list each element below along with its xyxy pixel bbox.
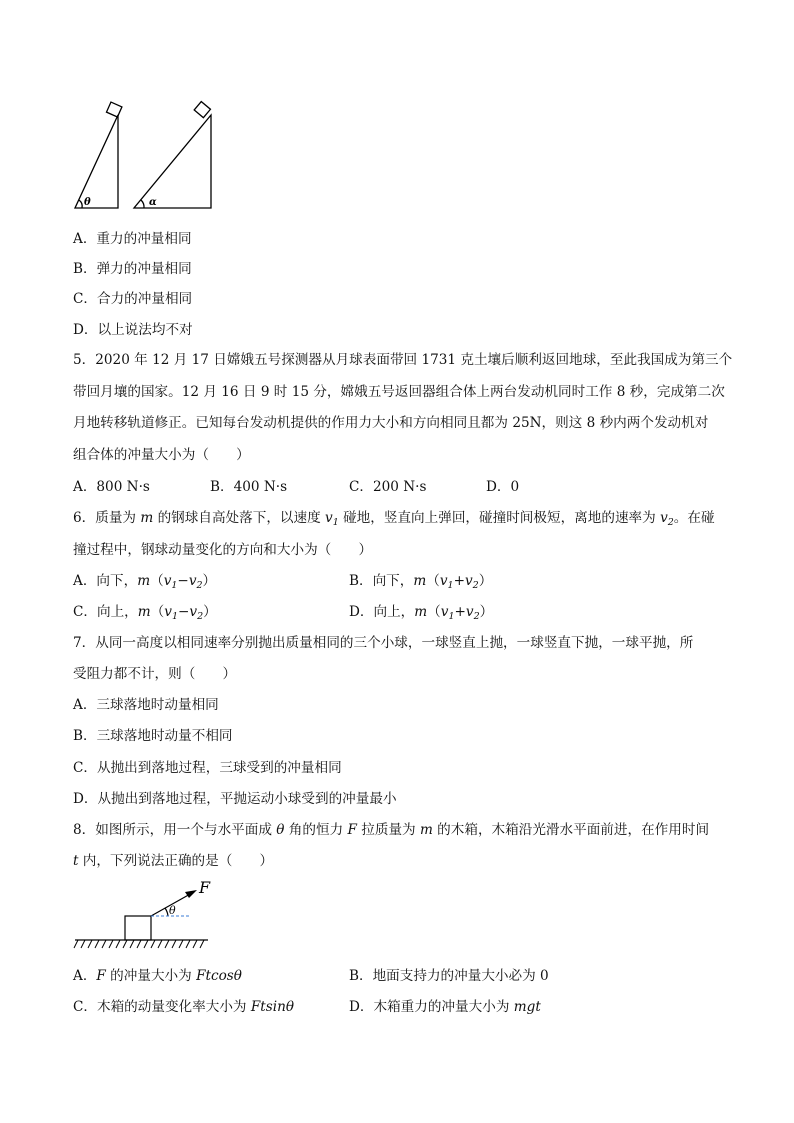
q6-text: 碰地，竖直向上弹回，碰撞时间极短，离地的速率为 — [338, 510, 661, 526]
q6-option-label: B．向下， — [349, 573, 414, 589]
q4-option-a[interactable]: A．重力的冲量相同 — [73, 231, 192, 247]
q7-option-d[interactable]: D．从抛出到落地过程，平抛运动小球受到的冲量最小 — [73, 791, 397, 807]
q8-option-a[interactable] — [73, 967, 242, 985]
q6-var-v: v — [464, 573, 473, 589]
q6-var-m: m — [137, 604, 151, 620]
q6-var-m: m — [413, 573, 427, 589]
q8-var-f: F — [347, 822, 357, 838]
q4-option-c[interactable]: C．合力的冲量相同 — [73, 291, 193, 307]
q8-var-theta: θ — [276, 822, 285, 838]
q8-option-c[interactable] — [73, 998, 294, 1016]
q8-text: 8．如图所示，用一个与水平面成 — [73, 822, 277, 838]
q6-var-v: v — [440, 604, 449, 620]
q6-option-a[interactable] — [73, 572, 216, 595]
q6-stem-line-1 — [73, 509, 715, 532]
q6-sub-2: 2 — [473, 611, 480, 622]
q5-stem-line-2: 带回月壤的国家。12 月 16 日 9 时 15 分，嫦娥五号返回器组合体上两台发动机同时工作 8 秒，完成第二次 — [73, 384, 725, 400]
q8-stem-line-1 — [73, 821, 709, 839]
q6-operator: − — [178, 604, 190, 620]
q6-text: 的钢球自高处落下，以速度 — [153, 510, 326, 526]
q5-stem-line-1: 5．2020 年 12 月 17 日嫦娥五号探测器从月球表面带回 1731 克土壤后顺利返回地球，至此我国成为第三个 — [73, 352, 733, 368]
q8-option-d[interactable] — [349, 998, 541, 1016]
q6-var-v: v — [439, 573, 448, 589]
q6-stem-line-2: 撞过程中，钢球动量变化的方向和大小为（ ） — [73, 542, 373, 558]
q6-text: 。在碰 — [673, 510, 715, 526]
q8-option-label: D．木箱重力的冲量大小为 — [349, 999, 514, 1015]
q6-sub-1: 1 — [448, 611, 455, 622]
q8-stem-line-2 — [73, 852, 273, 870]
q7-option-c[interactable]: C．从抛出到落地过程，三球受到的冲量相同 — [73, 760, 342, 776]
q6-sub-2: 2 — [667, 517, 674, 528]
q8-var-f: F — [96, 968, 106, 984]
q6-option-b[interactable] — [349, 572, 492, 595]
q6-var-m: m — [414, 604, 428, 620]
q6-var-v: v — [163, 573, 172, 589]
q6-var-m: m — [137, 573, 151, 589]
q8-var-m: m — [419, 822, 433, 838]
q6-var-v: v — [660, 510, 668, 526]
q7-stem-line-2: 受阻力都不计，则（ ） — [73, 666, 237, 682]
q8-option-label: A． — [73, 968, 97, 984]
q6-sub-2: 2 — [197, 611, 204, 622]
q8-text: 内，下列说法正确的是（ ） — [78, 853, 274, 869]
q6-paren: （ — [426, 573, 440, 589]
q6-operator: + — [454, 604, 466, 620]
q6-sub-2: 2 — [196, 580, 203, 591]
q8-expr: mgt — [513, 999, 541, 1015]
q6-var-v: v — [189, 604, 198, 620]
q6-sub-1: 1 — [171, 580, 178, 591]
q6-option-d[interactable] — [349, 603, 493, 626]
angle-theta-label: θ — [84, 197, 91, 208]
q8-option-label: C．木箱的动量变化率大小为 — [73, 999, 251, 1015]
q5-option-d[interactable]: D．0 — [486, 479, 520, 495]
angle-alpha-label: α — [149, 197, 157, 208]
q6-option-label: A．向下， — [73, 573, 138, 589]
q6-option-c[interactable] — [73, 603, 217, 626]
q7-option-a[interactable]: A．三球落地时动量相同 — [73, 697, 219, 713]
q8-text: 的木箱，木箱沿光滑水平面前进，在作用时间 — [432, 822, 710, 838]
q8-text: 的冲量大小为 — [105, 968, 197, 984]
q6-paren: （ — [427, 604, 441, 620]
q6-text: 6．质量为 — [73, 510, 141, 526]
q7-option-b[interactable]: B．三球落地时动量不相同 — [73, 728, 233, 744]
q6-paren: ） — [479, 604, 494, 620]
q6-sub-1: 1 — [332, 517, 339, 528]
force-f-label: F — [199, 878, 211, 897]
q6-var-v: v — [188, 573, 197, 589]
q5-stem-line-4: 组合体的冲量大小为（ ） — [73, 447, 250, 463]
q6-operator: − — [177, 573, 189, 589]
q6-sub-1: 1 — [171, 611, 178, 622]
q6-operator: + — [453, 573, 465, 589]
q8-option-b[interactable]: B．地面支持力的冲量大小必为 0 — [349, 968, 549, 984]
q6-paren: ） — [203, 604, 217, 620]
q4-option-d[interactable]: D．以上说法均不对 — [73, 322, 193, 338]
q8-expr: Ftsinθ — [250, 999, 295, 1015]
q5-stem-line-3: 月地转移轨道修正。已知每台发动机提供的作用力大小和方向相同且都为 25N，则这 8 秒内两个发动机对 — [73, 415, 709, 431]
q6-var-v: v — [164, 604, 172, 620]
q6-var-v: v — [325, 510, 333, 526]
q8-expr: Ftcosθ — [196, 968, 242, 984]
q5-option-b[interactable]: B．400 N·s — [210, 479, 288, 495]
angle-theta-label: θ — [169, 904, 176, 917]
q6-sub-2: 2 — [472, 580, 479, 591]
incline-figures — [70, 100, 220, 212]
q6-paren: （ — [150, 604, 165, 620]
q6-option-label: D．向上， — [349, 604, 415, 620]
q8-text: 拉质量为 — [356, 822, 420, 838]
q6-paren: ） — [478, 573, 493, 589]
q5-option-c[interactable]: C．200 N·s — [349, 479, 427, 495]
q4-option-b[interactable]: B．弹力的冲量相同 — [73, 261, 192, 277]
q7-stem-line-1: 7．从同一高度以相同速率分别抛出质量相同的三个小球，一球竖直上抛，一球竖直下抛，一球平抛，所 — [73, 635, 694, 651]
q6-option-label: C．向上， — [73, 604, 138, 620]
q6-var-m: m — [140, 510, 154, 526]
q6-var-v: v — [465, 604, 474, 620]
q6-paren: （ — [150, 573, 164, 589]
q8-text: 角的恒力 — [284, 822, 348, 838]
q6-sub-1: 1 — [447, 580, 454, 591]
box-force-figure — [72, 878, 212, 956]
q8-var-t: t — [73, 853, 79, 869]
q5-option-a[interactable]: A．800 N·s — [73, 479, 150, 495]
q6-paren: ） — [202, 573, 217, 589]
